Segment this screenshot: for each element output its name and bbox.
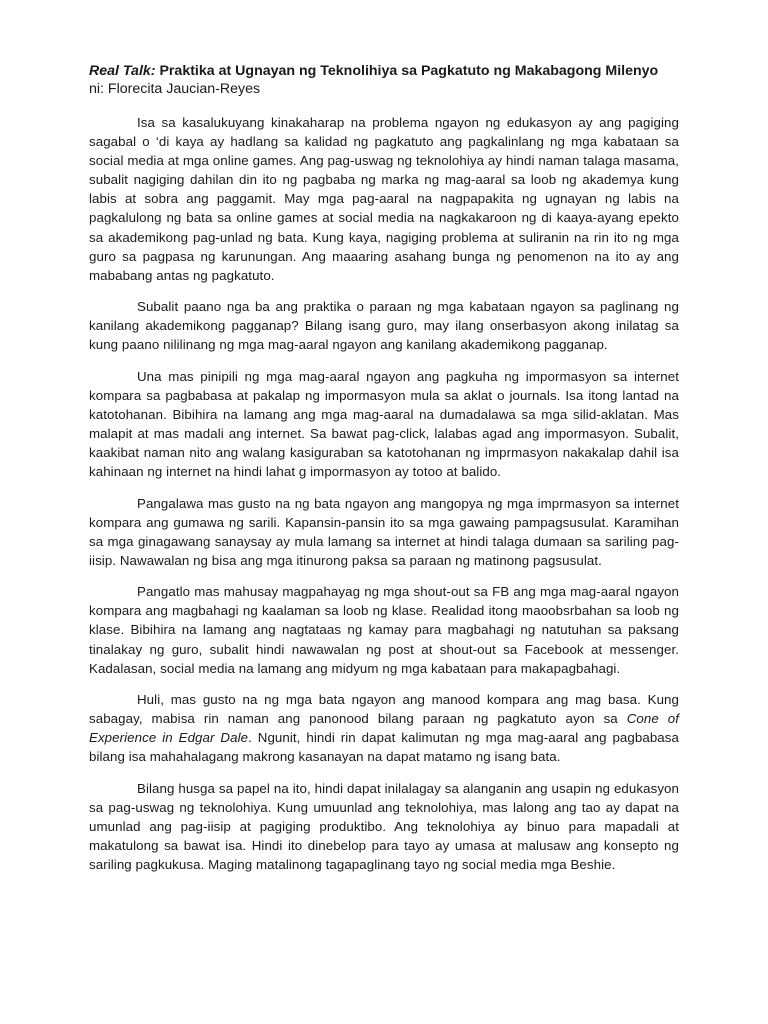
paragraph-6 <box>89 690 679 766</box>
paragraph-4: Pangalawa mas gusto na ng bata ngayon ang mangopya ng mga imprmasyon sa internet kompara ang gumawa ng sarili. Kapansin-pansin ito sa mga gawaing pampagsusulat. Karamihan sa mga ginagawang sanaysay ay mula lamang sa internet at hindi talaga dumaan sa sariling pag-iisip. Nawawalan ng bisa ang mga itinurong paksa sa paraan ng matinong pagsusulat. <box>89 495 679 568</box>
paragraph-5: Pangatlo mas mahusay magpahayag ng mga shout-out sa FB ang mga mag-aaral ngayon kompara ang magbahagi ng kaalaman sa loob ng klase. Realidad itong maoobsrbahan sa loob ng klase. Bibihira na lamang ang nagtataas ng kamay para magbahagi ng natutuhan sa paksang tinalakay ng guro, subalit hindi nawawalan ng post at shout-out sa Facebook at messenger. Kadalasan, social media na lamang ang midyum ng mga kabataan para makapagbahagi. <box>89 584 679 676</box>
title-main: Praktika at Ugnayan ng Teknolihiya sa Pagkatuto ng Makabagong Milenyo <box>155 63 659 79</box>
document-title <box>89 62 679 80</box>
paragraph-6-text-end: . Ngunit, hindi rin dapat kalimutan ng mga mag-aaral ang pagbabasa bilang isa mahahalagang makrong kasanayan na dapat matamo ng isang bata. <box>89 730 679 765</box>
paragraph-3: Una mas pinipili ng mga mag-aaral ngayon ang pagkuha ng impormasyon sa internet kompara sa pagbabasa at pakalap ng impormasyon mula sa aklat o journals. Isa itong lantad na katotohanan. Bibihira na lamang ang mga mag-aaral na dumadalawa sa mga silid-aklatan. Mas malapit at mas madali ang internet. Sa bawat pag-click, lalabas agad ang impormasyon. Subalit, kaakibat naman nito ang walang kasiguraban sa katotohanan ng imprmasyon nakakalap dahil isa kahinaan ng internet na hindi lahat g impormasyon ay totoo at balido. <box>89 368 679 480</box>
paragraph-6-citation: Cone of Experience in Edgar Dale <box>89 711 679 746</box>
author-byline: ni: Florecita Jaucian-Reyes <box>89 81 261 97</box>
paragraph-2: Subalit paano nga ba ang praktika o paraan ng mga kabataan ngayon sa paglinang ng kanilang akademikong pagganap? Bilang isang guro, may ilang onserbasyon akong inilatag sa kung paano nililinang ng mga mag-aaral ngayon ang kanilang akademikong pagganap. <box>89 299 679 353</box>
document-content <box>89 62 679 886</box>
title-lead: Real Talk: <box>89 63 156 79</box>
paragraph-1: Isa sa kasalukuyang kinakaharap na problema ngayon ng edukasyon ay ang pagiging sagabal o ‘di kaya ay hadlang sa kalidad ng pagkatuto ang pagkalinlang ng mga kabataan sa social media at mga online games. Ang pag-uswag ng teknolohiya ay hindi naman talaga masama, subalit nagiging dahilan din ito ng pagbaba ng marka ng mag-aaral sa loob ng akademya kung labis at sobra ang paggamit. May mga pag-aaral na nagpapakita ng ugnayan ng labis na pagkalulong ng bata sa online games at social media na nagkakaroon ng di kaaya-ayang epekto sa akademikong pag-unlad ng bata. Kung kaya, nagiging problema at suliranin na rin ito ng mga guro sa pagpasa ng karunungan. Ang maaaring asahang bunga ng penomenon na ito ay ang mababang antas ng pagkatuto. <box>89 115 679 283</box>
paragraph-7: Bilang husga sa papel na ito, hindi dapat inilalagay sa alanganin ang usapin ng edukasyon sa pag-uswag ng teknolohiya. Kung umuunlad ang teknolohiya, mas lalong ang tao ay dapat na umunlad ang pag-iisip at pagiging produktibo. Ang teknolohiya ay binuo para mapadali at makatulong sa bawat isa. Hindi ito dinebelop para tayo ay umasa at malusaw ang konsepto ng sariling pagkukusa. Maging matalinong tagapaglinang tayo ng social media mga Beshie. <box>89 780 679 873</box>
paragraph-6-text-start: Huli, mas gusto na ng mga bata ngayon ang manood kompara ang mag basa. Kung sabagay, mabisa rin naman ang panonood bilang paraan ng pagkatuto ayon sa <box>89 692 679 727</box>
